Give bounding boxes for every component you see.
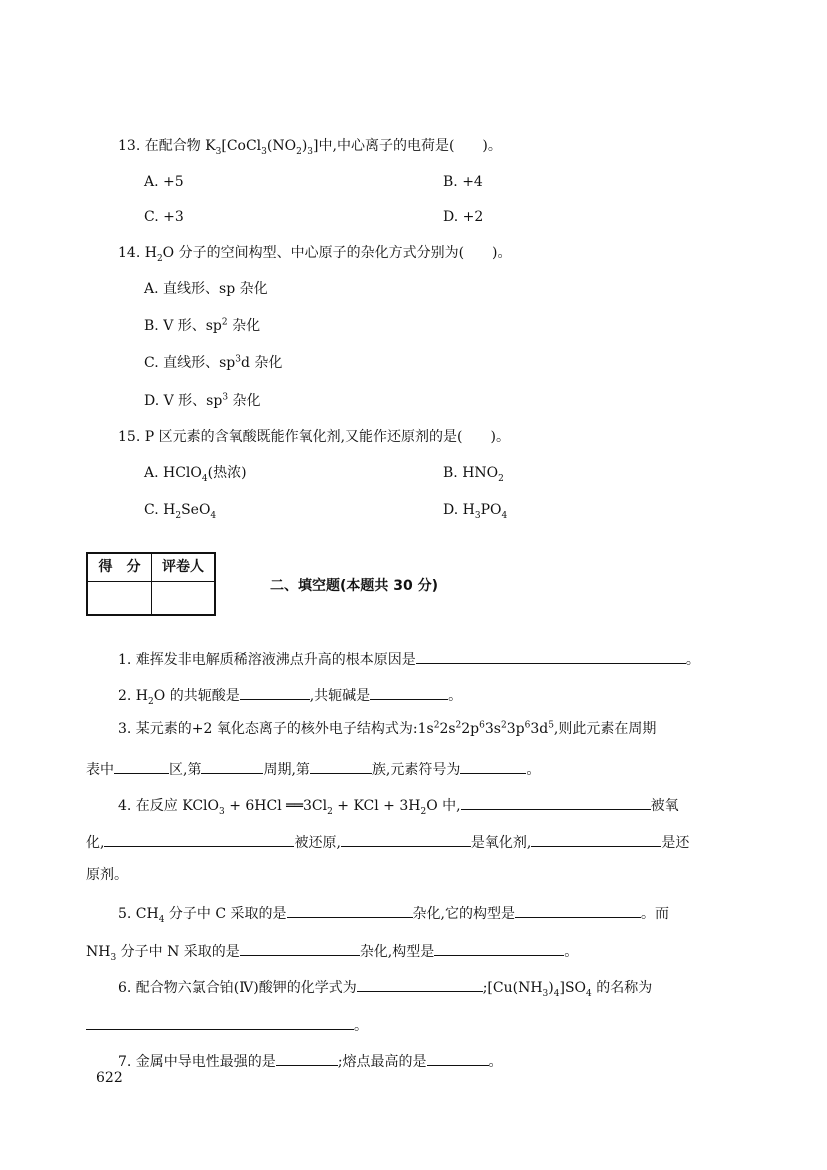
answer-blank[interactable] — [460, 757, 526, 774]
answer-blank[interactable] — [370, 683, 448, 700]
fill-question-5-line-2: $NH_3$ 分子中 N 采取的是 杂化,构型是 。 — [86, 939, 578, 962]
answer-blank[interactable] — [310, 757, 372, 774]
score-header: 得 分 — [98, 559, 141, 575]
fill-question-4-line-3: 原剂。 — [86, 867, 128, 883]
fill-question-5-line-1: 5. $CH_4$ 分子中 C 采取的是 杂化,它的构型是 。而 — [118, 901, 669, 924]
q15-option-b: B. $HNO_2$ — [443, 465, 504, 484]
fill-question-1: 1. 难挥发非电解质稀溶液沸点升高的根本原因是 。 — [118, 647, 700, 670]
q15-option-d: D. $H_3PO_4$ — [443, 502, 508, 521]
q14-option-b: B. V 形、$sp^2$ 杂化 — [144, 317, 261, 334]
answer-blank[interactable] — [240, 939, 360, 956]
fill-question-4-line-1: 4. 在反应 KClO$_3$ + 6HCl $══3Cl_2$ + KCl + $3H_2O$ 中, 被氧 — [118, 793, 679, 816]
score-table — [86, 552, 216, 616]
answer-blank[interactable] — [240, 683, 310, 700]
question-15: 15. P 区元素的含氧酸既能作氧化剂,又能作还原剂的是( )。 — [118, 429, 510, 445]
answer-blank[interactable] — [531, 830, 661, 847]
score-cell[interactable] — [88, 582, 151, 614]
q13-option-b: B. +4 — [443, 174, 483, 190]
answer-blank[interactable] — [434, 939, 564, 956]
q14-option-a: A. 直线形、sp 杂化 — [144, 281, 268, 297]
answer-blank[interactable] — [416, 647, 686, 664]
answer-blank[interactable] — [461, 793, 651, 810]
grader-header: 评卷人 — [162, 559, 204, 575]
fill-question-3-line-2: 表中 区,第 周期,第 族,元素符号为 。 — [86, 757, 540, 780]
answer-blank[interactable] — [341, 830, 471, 847]
q15-option-c: C. $H_2SeO_4$ — [144, 502, 217, 521]
fill-question-6-line-2: 。 — [86, 1013, 368, 1036]
answer-blank[interactable] — [427, 1049, 489, 1066]
q13-option-a: A. +5 — [144, 174, 184, 190]
q14-option-d: D. V 形、$sp^3$ 杂化 — [144, 392, 261, 409]
q13-option-d: D. +2 — [443, 209, 484, 225]
q14-option-c: C. 直线形、$sp^3d$ 杂化 — [144, 354, 283, 371]
answer-blank[interactable] — [357, 975, 483, 992]
fill-question-6-line-1: 6. 配合物六氯合铂(Ⅳ)酸钾的化学式为 $;[Cu(NH_3)_4]SO_4$ 的名称为 — [118, 975, 652, 998]
section-title: 二、填空题(本题共 30 分) — [270, 578, 439, 594]
question-13: 13. 在配合物 $K_3[CoCl_3(NO_2)_3]$中,中心离子的电荷是( )。 — [118, 138, 502, 157]
answer-blank[interactable] — [287, 901, 413, 918]
answer-blank[interactable] — [104, 830, 294, 847]
answer-blank[interactable] — [201, 757, 263, 774]
q15-option-a: A. HClO$_4$(热浓) — [144, 465, 247, 484]
answer-blank[interactable] — [515, 901, 641, 918]
grader-cell[interactable] — [152, 582, 214, 614]
fill-question-7: 7. 金属中导电性最强的是 ;熔点最高的是 。 — [118, 1049, 503, 1072]
fill-question-4-line-2: 化, 被还原, 是氧化剂, 是还 — [86, 830, 689, 853]
answer-blank[interactable] — [114, 757, 169, 774]
page-number: 622 — [96, 1070, 123, 1086]
answer-blank[interactable] — [86, 1013, 354, 1030]
question-14: 14. $H_2O$ 分子的空间构型、中心原子的杂化方式分别为( )。 — [118, 245, 512, 264]
fill-question-2: 2. $H_2O$ 的共轭酸是 ,共轭碱是 。 — [118, 683, 462, 706]
answer-blank[interactable] — [276, 1049, 338, 1066]
fill-question-3-line-1: 3. 某元素的+2 氧化态离子的核外电子结构式为$:1s^22s^22p^63s^23p^63d^5$,则此元素在周期 — [118, 720, 657, 737]
q13-option-c: C. +3 — [144, 209, 184, 225]
